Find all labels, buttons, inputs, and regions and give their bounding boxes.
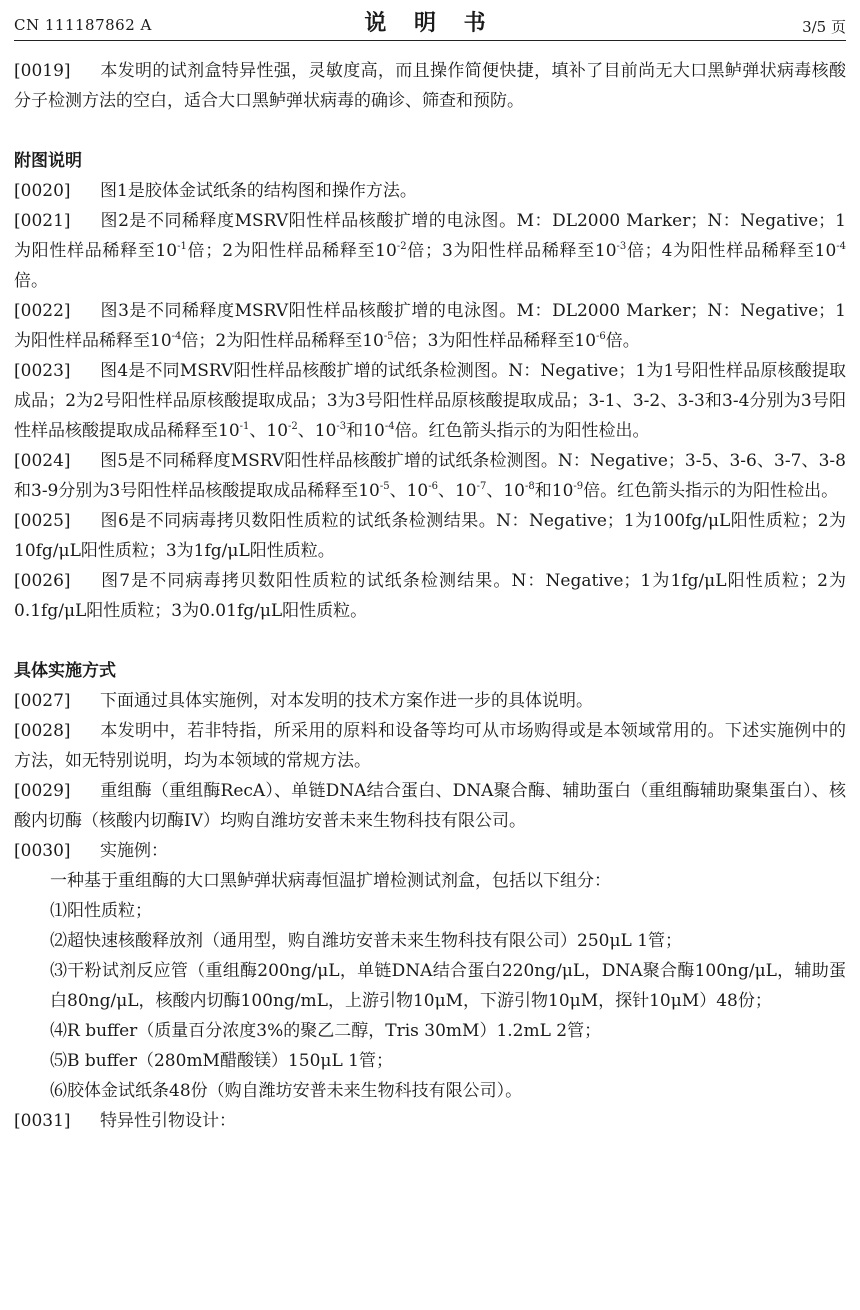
paragraph-number: [0030]	[14, 841, 71, 861]
paragraph-text: 倍；2为阳性样品稀释至10	[181, 331, 384, 351]
exponent: -6	[428, 481, 438, 492]
paragraph-number: [0019]	[14, 61, 71, 81]
paragraph-text: 、10	[297, 421, 337, 441]
paragraph-0019	[14, 56, 846, 116]
paragraph-text: 本发明的试剂盒特异性强，灵敏度高，而且操作简便快捷，填补了目前尚无大口黑鲈弹状病毒核酸分子检测方法的空白，适合大口黑鲈弹状病毒的确诊、筛查和预防。	[14, 61, 846, 111]
page-number: 3/5 页	[802, 18, 846, 36]
exponent: -6	[596, 331, 606, 342]
paragraph-text: 、10	[389, 481, 429, 501]
paragraph-0029	[14, 776, 846, 836]
paragraph-number: [0027]	[14, 691, 71, 711]
paragraph-number: [0031]	[14, 1111, 71, 1131]
paragraph-number: [0028]	[14, 721, 71, 741]
kit-component-3: ⑶干粉试剂反应管（重组酶200ng/μL，单链DNA结合蛋白220ng/μL，DNA聚合酶100ng/μL，辅助蛋白80ng/μL，核酸内切酶100ng/mL，上游引物10μM，下游引物10μM，探针10μM）48份；	[50, 961, 846, 1011]
exponent: -1	[177, 241, 187, 252]
section-title-figures: 附图说明	[14, 151, 82, 171]
paragraph-text: 图4是不同MSRV阳性样品核酸扩增的试纸条检测图。N：Negative；1为1号阳性样品原核酸提取成品；2为2号阳性样品原核酸提取成品；3为3号阳性样品原核酸提取成品；3-1、3-2、3-3和3-4分别为3号阳性样品核酸提取成品稀释至10	[14, 361, 846, 441]
paragraph-text: 倍；2为阳性样品稀释至10	[186, 241, 397, 261]
exponent: -9	[573, 481, 584, 492]
paragraph-text: 下面通过具体实施例，对本发明的技术方案作进一步的具体说明。	[100, 691, 593, 711]
patent-number: CN 111187862 A	[14, 16, 152, 34]
paragraph-number: [0026]	[14, 571, 71, 591]
paragraph-text: 倍。红色箭头指示的为阳性检出。	[394, 421, 650, 441]
paragraph-text: 图5是不同稀释度MSRV阳性样品核酸扩增的试纸条检测图。N：Negative；3-5、3-6、3-7、3-8和3-9分别为3号阳性样品核酸提取成品稀释至10	[14, 451, 846, 501]
exponent: -5	[379, 481, 390, 492]
paragraph-0023	[14, 356, 846, 446]
paragraph-0024	[14, 446, 846, 506]
kit-component-1: ⑴阳性质粒；	[50, 901, 152, 921]
paragraph-text: 倍。红色箭头指示的为阳性检出。	[583, 481, 839, 501]
paragraph-number: [0024]	[14, 451, 71, 471]
exponent: -3	[616, 241, 627, 252]
paragraph-text: 倍。	[605, 331, 640, 351]
exponent: -2	[288, 421, 298, 432]
paragraph-0027	[14, 686, 846, 716]
paragraph-text: 倍；4为阳性样品稀释至10	[626, 241, 837, 261]
paragraph-text: 和10	[534, 481, 574, 501]
kit-component-4: ⑷R buffer（质量百分浓度3%的聚乙二醇，Tris 30mM）1.2mL 2管；	[50, 1021, 602, 1041]
exponent: -5	[383, 331, 394, 342]
kit-intro: 一种基于重组酶的大口黑鲈弹状病毒恒温扩增检测试剂盒，包括以下组分：	[50, 871, 611, 891]
paragraph-text: 图2是不同稀释度MSRV阳性样品核酸扩增的电泳图。M：DL2000 Marker；N：Negative；1为阳性样品稀释至10	[14, 211, 846, 261]
paragraph-text: 重组酶（重组酶RecA）、单链DNA结合蛋白、DNA聚合酶、辅助蛋白（重组酶辅助聚集蛋白）、核酸内切酶（核酸内切酶IV）均购自潍坊安普未来生物科技有限公司。	[14, 781, 846, 831]
exponent: -3	[336, 421, 347, 432]
exponent: -8	[525, 481, 535, 492]
exponent: -4	[171, 331, 182, 342]
paragraph-0025	[14, 506, 846, 566]
paragraph-text: 图1是胶体金试纸条的结构图和操作方法。	[100, 181, 417, 201]
paragraph-text: 、10	[486, 481, 525, 501]
exponent: -4	[384, 421, 395, 432]
paragraph-number: [0021]	[14, 211, 71, 231]
paragraph-text: 、10	[249, 421, 289, 441]
document-title: 说 明 书	[364, 10, 496, 36]
paragraph-number: [0020]	[14, 181, 71, 201]
paragraph-number: [0023]	[14, 361, 71, 381]
page-header	[14, 6, 846, 41]
paragraph-0022	[14, 296, 846, 356]
paragraph-0031	[14, 1106, 846, 1136]
paragraph-0026	[14, 566, 846, 626]
paragraph-0021	[14, 206, 846, 296]
paragraph-text: 特异性引物设计：	[100, 1111, 236, 1131]
kit-component-5: ⑸B buffer（280mM醋酸镁）150μL 1管；	[50, 1051, 393, 1071]
paragraph-text: 倍。	[14, 271, 48, 291]
paragraph-text: 倍；3为阳性样品稀释至10	[406, 241, 617, 261]
paragraph-text: 倍；3为阳性样品稀释至10	[393, 331, 597, 351]
paragraph-text: 和10	[346, 421, 385, 441]
paragraph-number: [0022]	[14, 301, 71, 321]
exponent: -1	[239, 421, 250, 432]
paragraph-text: 本发明中，若非特指，所采用的原料和设备等均可从市场购得或是本领域常用的。下述实施例中的方法，如无特别说明，均为本领域的常规方法。	[14, 721, 846, 771]
paragraph-text: 实施例：	[100, 841, 168, 861]
kit-component-2: ⑵超快速核酸释放剂（通用型，购自潍坊安普未来生物科技有限公司）250μL 1管；	[50, 931, 683, 951]
paragraph-text: 图3是不同稀释度MSRV阳性样品核酸扩增的电泳图。M：DL2000 Marker；N：Negative；1为阳性样品稀释至10	[14, 301, 846, 351]
exponent: -7	[476, 481, 487, 492]
exponent: -2	[396, 241, 407, 252]
paragraph-0030	[14, 836, 846, 866]
paragraph-0020	[14, 176, 846, 206]
paragraph-text: 、10	[437, 481, 477, 501]
paragraph-text: 图6是不同病毒拷贝数阳性质粒的试纸条检测结果。N：Negative；1为100fg/μL阳性质粒；2为10fg/μL阳性质粒；3为1fg/μL阳性质粒。	[14, 511, 846, 561]
paragraph-0028	[14, 716, 846, 776]
paragraph-number: [0029]	[14, 781, 71, 801]
paragraph-text: 图7是不同病毒拷贝数阳性质粒的试纸条检测结果。N：Negative；1为1fg/μL阳性质粒；2为0.1fg/μL阳性质粒；3为0.01fg/μL阳性质粒。	[14, 571, 846, 621]
exponent: -4	[836, 241, 847, 252]
paragraph-number: [0025]	[14, 511, 71, 531]
section-title-embodiment: 具体实施方式	[14, 661, 116, 681]
document-body	[14, 56, 846, 1136]
kit-component-6: ⑹胶体金试纸条48份（购自潍坊安普未来生物科技有限公司）。	[50, 1081, 523, 1101]
